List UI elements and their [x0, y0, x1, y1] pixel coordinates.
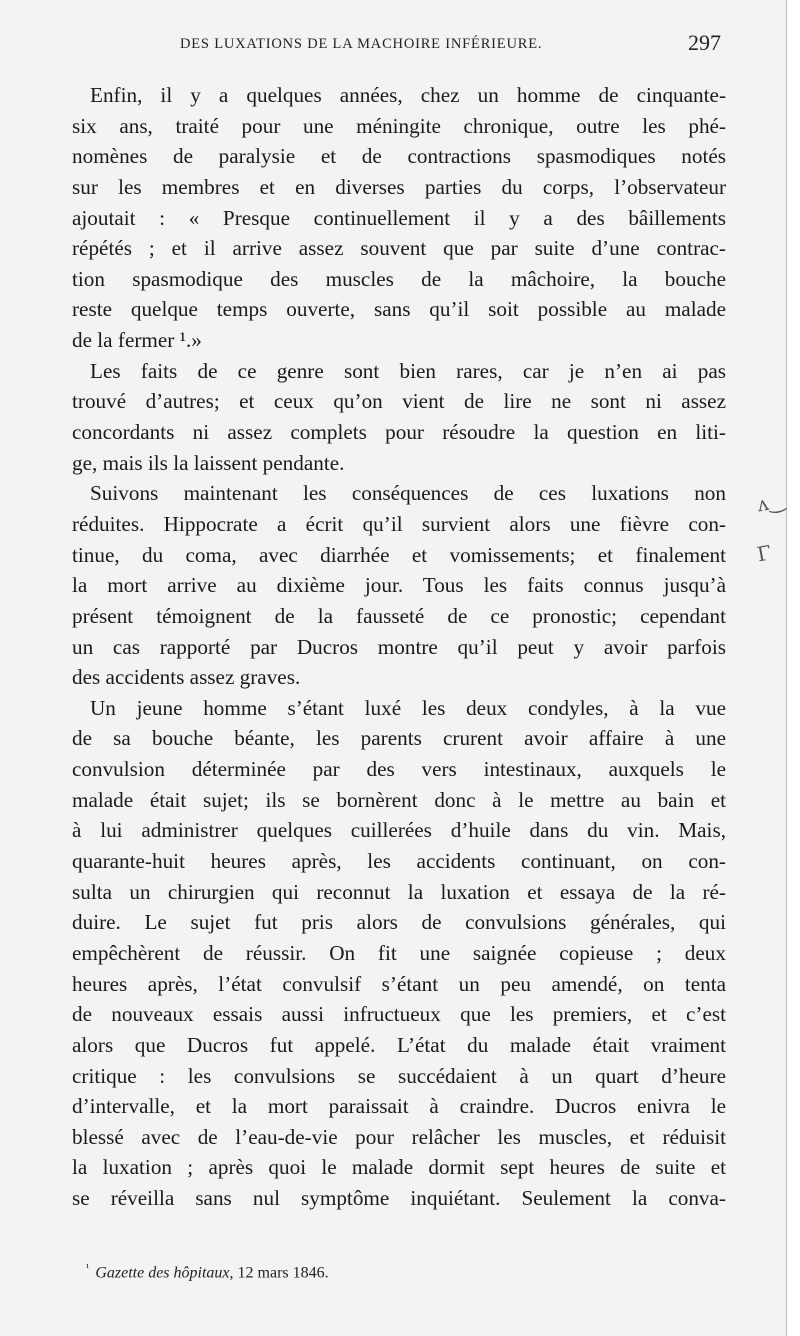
text-line: critique : les convulsions se succédaient à un quart d’heure [72, 1063, 726, 1088]
text-line: ge, mais ils la laissent pendante. [72, 450, 345, 475]
text-line: tion spasmodique des muscles de la mâchoire, la bouche [72, 266, 726, 291]
text-line: quarante-huit heures après, les accidents continuant, on con- [72, 849, 726, 874]
text-line: à lui administrer quelques cuillerées d’huile dans du vin. Mais, [72, 818, 726, 843]
footnote [86, 1262, 329, 1282]
text-line: de la fermer ¹.» [72, 328, 202, 353]
text-line: réduites. Hippocrate a écrit qu’il survient alors une fièvre con- [72, 511, 726, 536]
text-line: heures après, l’état convulsif s’étant un peu amendé, on tenta [72, 971, 726, 996]
handwritten-margin-mark: ʌ‿ [755, 488, 787, 517]
text-line: nomènes de paralysie et de contractions spasmodiques notés [72, 144, 726, 169]
text-line: trouvé d’autres; et ceux qu’on vient de lire ne sont ni assez [72, 389, 726, 414]
text-line: se réveilla sans nul symptôme inquiétant. Seulement la conva- [72, 1186, 726, 1211]
text-line: malade était sujet; ils se bornèrent donc à le mettre au bain et [72, 787, 726, 812]
text-line: alors que Ducros fut appelé. L’état du malade était vraiment [72, 1032, 726, 1057]
text-line: empêchèrent de réussir. On fit une saignée copieuse ; deux [72, 940, 726, 965]
text-line: d’intervalle, et la mort paraissait à craindre. Ducros enivra le [72, 1094, 726, 1119]
text-line: ajoutait : « Presque continuellement il y a des bâillements [72, 205, 726, 230]
text-line: Un jeune homme s’étant luxé les deux condyles, à la vue [90, 695, 726, 720]
text-line: reste quelque temps ouverte, sans qu’il soit possible au malade [72, 297, 726, 322]
text-line: Suivons maintenant les conséquences de ces luxations non [90, 481, 726, 506]
text-line: concordants ni assez complets pour résoudre la question en liti- [72, 420, 726, 445]
text-line: répétés ; et il arrive assez souvent que par suite d’une contrac- [72, 236, 726, 261]
text-line: présent témoignent de la fausseté de ce pronostic; cependant [72, 603, 726, 628]
footnote-date: , 12 mars 1846. [229, 1264, 329, 1282]
body-text [72, 80, 726, 1214]
text-line: duire. Le sujet fut pris alors de convulsions générales, qui [72, 910, 726, 935]
text-line: blessé avec de l’eau-de-vie pour relâcher les muscles, et réduisit [72, 1124, 726, 1149]
footnote-marker: ¹ [86, 1262, 90, 1274]
text-line: des accidents assez graves. [72, 665, 301, 690]
text-line: Les faits de ce genre sont bien rares, car je n’en ai pas [90, 358, 726, 383]
footnote-journal: Gazette des hôpitaux [95, 1264, 230, 1282]
text-line: convulsion déterminée par des vers intestinaux, auxquels le [72, 757, 726, 782]
text-line: tinue, du coma, avec diarrhée et vomissements; et finalement [72, 542, 726, 567]
text-line: un cas rapporté par Ducros montre qu’il peut y avoir parfois [72, 634, 726, 659]
handwritten-margin-mark: Γ [755, 540, 773, 567]
text-line: Enfin, il y a quelques années, chez un homme de cinquante- [90, 83, 726, 107]
text-line: la luxation ; après quoi le malade dormit sept heures de suite et [72, 1155, 726, 1180]
text-line: six ans, traité pour une méningite chronique, outre les phé- [72, 113, 726, 138]
text-line: la mort arrive au dixième jour. Tous les faits connus jusqu’à [72, 573, 726, 598]
page-number: 297 [688, 30, 721, 55]
text-line: sur les membres et en diverses parties du corps, l’observateur [72, 174, 726, 199]
text-line: sulta un chirurgien qui reconnut la luxation et essaya de la ré- [72, 879, 726, 904]
running-title: DES LUXATIONS DE LA MACHOIRE INFÉRIEURE. [180, 36, 543, 52]
text-line: de sa bouche béante, les parents crurent avoir affaire à une [72, 726, 726, 751]
text-line: de nouveaux essais aussi infructueux que les premiers, et c’est [72, 1002, 726, 1027]
